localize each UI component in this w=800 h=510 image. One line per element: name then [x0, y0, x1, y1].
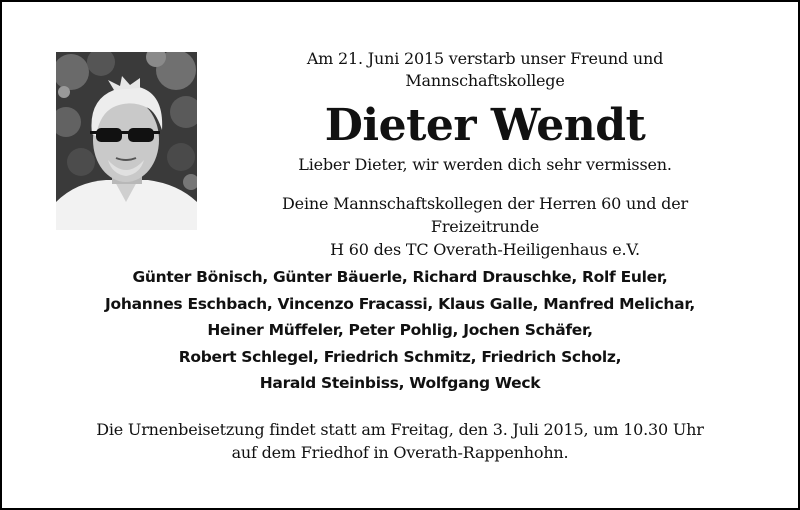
funeral-details	[2, 418, 798, 464]
mourners-line: H 60 des TC Overath-Heiligenhaus e.V.	[330, 240, 640, 259]
funeral-line: auf dem Friedhof in Overath-Rappenhohn.	[231, 443, 569, 462]
farewell-message: Lieber Dieter, wir werden dich sehr vermissen.	[298, 155, 672, 174]
death-announcement: Am 21. Juni 2015 verstarb unser Freund und Mannschaftskollege	[306, 49, 664, 90]
portrait-photo	[56, 52, 197, 230]
notice-header	[230, 48, 740, 261]
member-names	[2, 264, 798, 397]
member-names-line: Harald Steinbiss, Wolfgang Weck	[259, 374, 541, 392]
member-names-line: Johannes Eschbach, Vincenzo Fracassi, Klaus Galle, Manfred Melichar,	[105, 294, 695, 313]
member-names-line: Robert Schlegel, Friedrich Schmitz, Friedrich Scholz,	[178, 347, 622, 366]
mourners-group	[230, 192, 740, 261]
member-names-line: Günter Bönisch, Günter Bäuerle, Richard Drauschke, Rolf Euler,	[132, 268, 668, 286]
member-names-line: Heiner Müffeler, Peter Pohlig, Jochen Schäfer,	[207, 321, 593, 339]
funeral-line: Die Urnenbeisetzung findet statt am Freitag, den 3. Juli 2015, um 10.30 Uhr	[96, 420, 704, 439]
deceased-name: Dieter Wendt	[324, 100, 646, 151]
mourners-line: Deine Mannschaftskollegen der Herren 60 und der Freizeitrunde	[282, 194, 688, 236]
